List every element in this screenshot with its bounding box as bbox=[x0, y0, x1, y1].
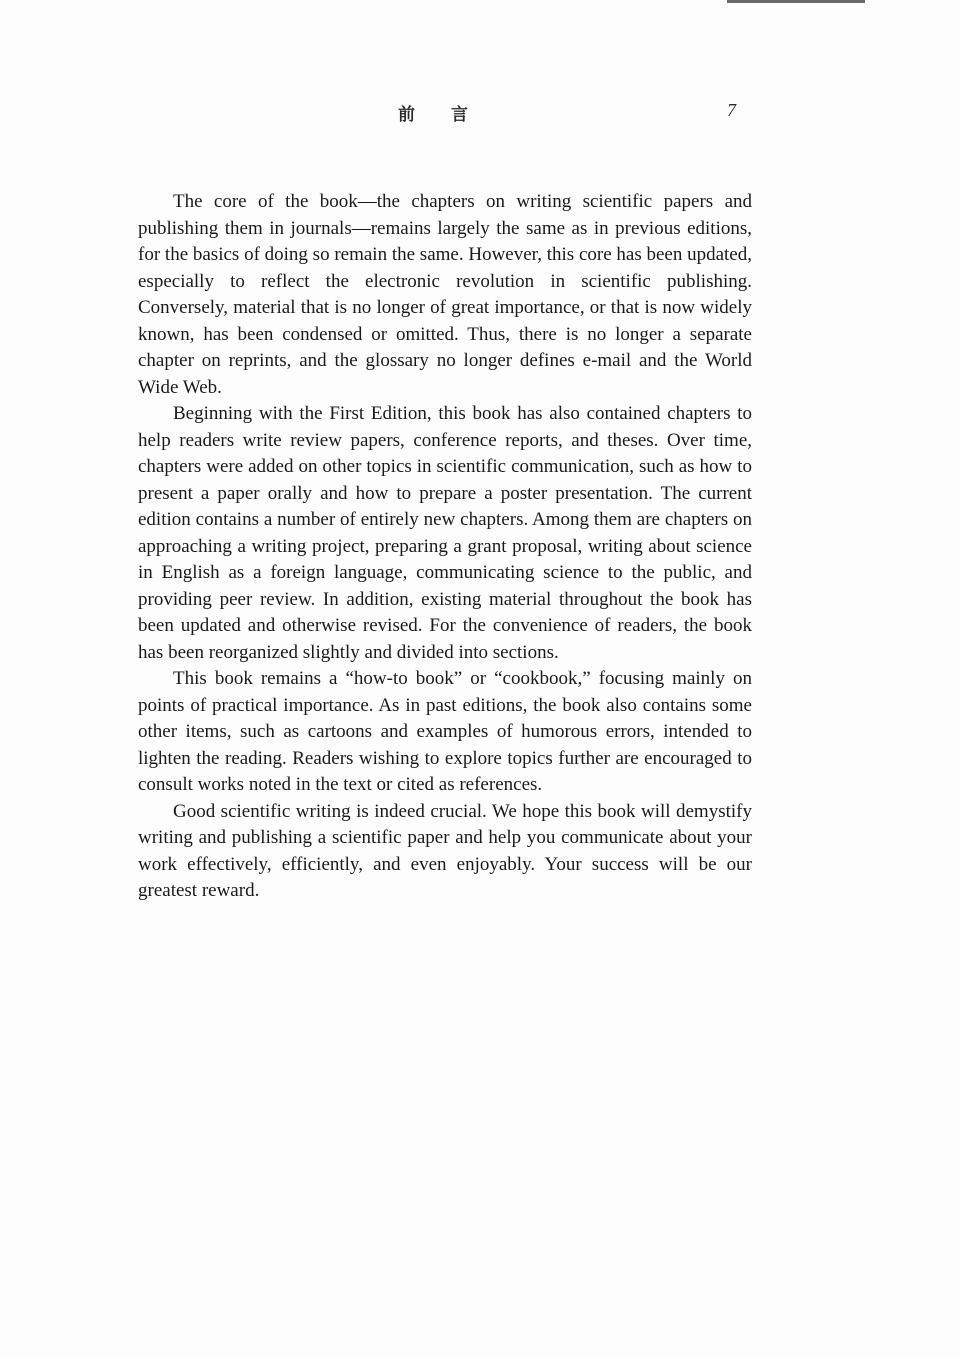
top-rule-line bbox=[727, 0, 865, 3]
page-number: 7 bbox=[727, 100, 736, 120]
running-head bbox=[138, 100, 738, 128]
body-text bbox=[138, 189, 752, 905]
paragraph: Beginning with the First Edition, this book has also contained chapters to help readers write review papers, conference reports, and theses. Over time, chapters were added on other topics in scientific communication, such as how to present a paper orally and how to prepare a poster presentation. The current edition contains a number of entirely new chapters. Among them are chapters on approaching a writing project, preparing a grant proposal, writing about science in English as a foreign language, communicating science to the public, and providing peer review. In addition, existing material throughout the book has been updated and otherwise revised. For the convenience of readers, the book has been reorganized slightly and divided into sections. bbox=[138, 403, 752, 663]
running-title: 前言 bbox=[398, 105, 504, 125]
paragraph: The core of the book—the chapters on writing scientific papers and publishing them in journals—remains largely the same as in previous editions, for the basics of doing so remain the same. However, this core has been updated, especially to reflect the electronic revolution in scientific publishing. Conversely, material that is no longer of great importance, or that is now widely known, has been condensed or omitted. Thus, there is no longer a separate chapter on reprints, and the glossary no longer defines e-mail and the World Wide Web. bbox=[138, 191, 752, 398]
paragraph: Good scientific writing is indeed crucial. We hope this book will demystify writing and publishing a scientific paper and help you communicate about your work effectively, efficiently, and even enjoyably. Your success will be our greatest reward. bbox=[138, 800, 752, 901]
paragraph: This book remains a “how-to book” or “cookbook,” focusing mainly on points of practical importance. As in past editions, the book also contains some other items, such as cartoons and examples of humorous errors, intended to lighten the reading. Readers wishing to explore topics further are encouraged to consult works noted in the text or cited as references. bbox=[138, 668, 752, 795]
